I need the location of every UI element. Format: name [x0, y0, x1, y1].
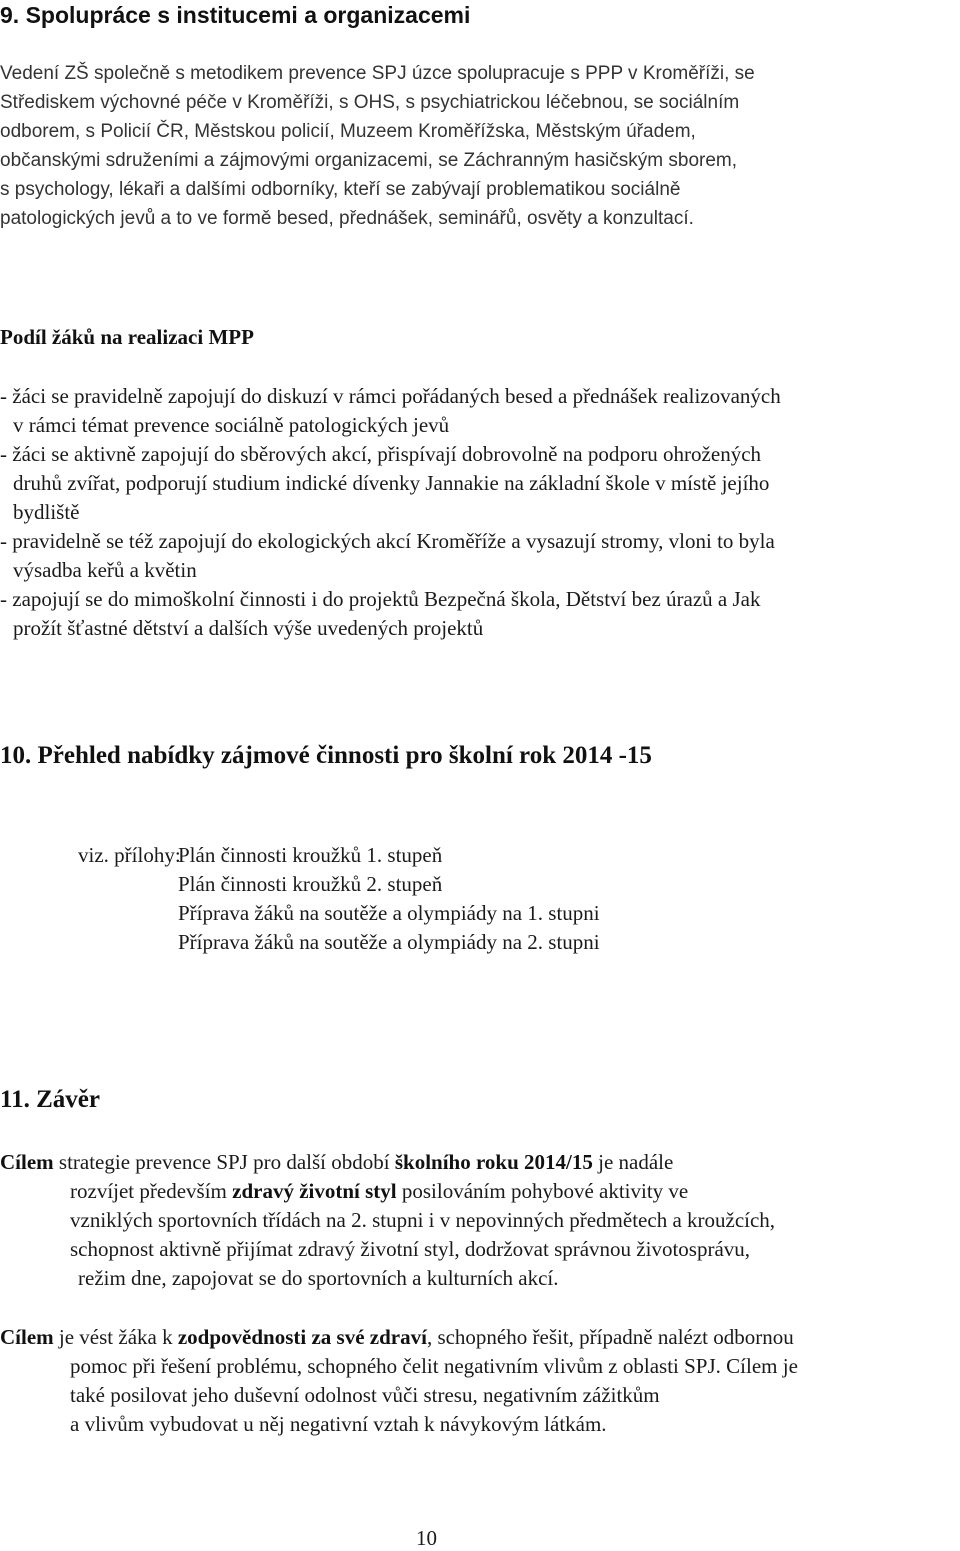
text-run: je nadále [592, 1150, 674, 1174]
section-9-heading: 9. Spolupráce s institucemi a organizacemi [0, 2, 471, 28]
bold-term: Cílem [0, 1150, 54, 1174]
section-10-heading: 10. Přehled nabídky zájmové činnosti pro školní rok 2014 -15 [0, 742, 652, 769]
mpp-list-line: výsadba keřů a květin [13, 558, 197, 582]
text-run: strategie prevence SPJ pro další období [53, 1150, 395, 1174]
paragraph-line [0, 1177, 775, 1206]
paragraph-line: občanskými sdruženími a zájmovými organizacemi, se Záchranným hasičským sborem, [0, 150, 738, 171]
attachment-item: Plán činnosti kroužků 2. stupeň [178, 872, 443, 896]
bold-term: školního roku 2014/15 [394, 1150, 593, 1174]
mpp-heading: Podíl žáků na realizaci MPP [0, 325, 254, 349]
text-run: rozvíjet především [70, 1179, 233, 1203]
paragraph-line: vzniklých sportovních třídách na 2. stupni i v nepovinných předmětech a kroužcích, [70, 1208, 776, 1232]
page-number: 10 [416, 1526, 437, 1550]
mpp-list-line: bydliště [13, 500, 80, 524]
paragraph-line: Vedení ZŠ společně s metodikem prevence SPJ úzce spolupracuje s PPP v Kroměříži, se [0, 63, 755, 84]
paragraph-line: režim dne, zapojovat se do sportovních a kulturních akcí. [78, 1266, 559, 1290]
attachments-list [178, 841, 600, 957]
paragraph-line: a vlivům vybudovat u něj negativní vztah k návykovým látkám. [70, 1412, 607, 1436]
paragraph-line [0, 1148, 775, 1177]
paragraph-line [0, 1323, 798, 1352]
bold-term: Cílem [0, 1325, 54, 1349]
mpp-list-line: - pravidelně se též zapojují do ekologických akcí Kroměříže a vysazují stromy, vloni to byla [0, 529, 775, 553]
mpp-list-line: - zapojují se do mimoškolní činnosti i do projektů Bezpečná škola, Dětství bez úrazů a Jak [0, 587, 761, 611]
section-11-heading: 11. Závěr [0, 1086, 100, 1113]
paragraph-line: schopnost aktivně přijímat zdravý životní styl, dodržovat správnou životosprávu, [70, 1237, 751, 1261]
mpp-list-line: druhů zvířat, podporují studium indické dívenky Jannakie na základní škole v místě jejího [13, 471, 770, 495]
mpp-list-line: - žáci se pravidelně zapojují do diskuzí v rámci pořádaných besed a přednášek realizovaných [0, 384, 781, 408]
attachment-item: Plán činnosti kroužků 1. stupeň [178, 843, 443, 867]
conclusion-paragraph-2 [0, 1323, 798, 1439]
text-run: posilováním pohybové aktivity ve [396, 1179, 689, 1203]
attachment-item: Příprava žáků na soutěže a olympiády na 2. stupni [178, 930, 600, 954]
attachments-label: viz. přílohy: [78, 843, 181, 867]
conclusion-paragraph-1 [0, 1148, 775, 1293]
mpp-list-line: v rámci témat prevence sociálně patologických jevů [13, 413, 450, 437]
paragraph-line: odborem, s Policií ČR, Městskou policií, Muzeem Kroměřížska, Městským úřadem, [0, 121, 696, 142]
bold-term: zdravý životní styl [232, 1179, 397, 1203]
mpp-list-line: prožít šťastné dětství a dalších výše uvedených projektů [13, 616, 484, 640]
paragraph-line: pomoc při řešení problému, schopného čelit negativním vlivům z oblasti SPJ. Cílem je [70, 1354, 798, 1378]
paragraph-line: patologických jevů a to ve formě besed, přednášek, seminářů, osvěty a konzultací. [0, 208, 694, 229]
text-run: , schopného řešit, případně nalézt odbornou [426, 1325, 794, 1349]
bold-term: zodpovědnosti za své zdraví [177, 1325, 427, 1349]
mpp-list-line: - žáci se aktivně zapojují do sběrových akcí, přispívají dobrovolně na podporu ohrožených [0, 442, 762, 466]
text-run: je vést žáka k [53, 1325, 178, 1349]
paragraph-line: Střediskem výchovné péče v Kroměříži, s OHS, s psychiatrickou léčebnou, se sociálním [0, 92, 740, 113]
paragraph-line: s psychology, lékaři a dalšími odborníky, kteří se zabývají problematikou sociálně [0, 179, 681, 200]
section-9-paragraph [0, 59, 755, 233]
paragraph-line: také posilovat jeho duševní odolnost vůči stresu, negativním zážitkům [70, 1383, 660, 1407]
mpp-list [0, 382, 781, 643]
attachment-item: Příprava žáků na soutěže a olympiády na 1. stupni [178, 901, 600, 925]
